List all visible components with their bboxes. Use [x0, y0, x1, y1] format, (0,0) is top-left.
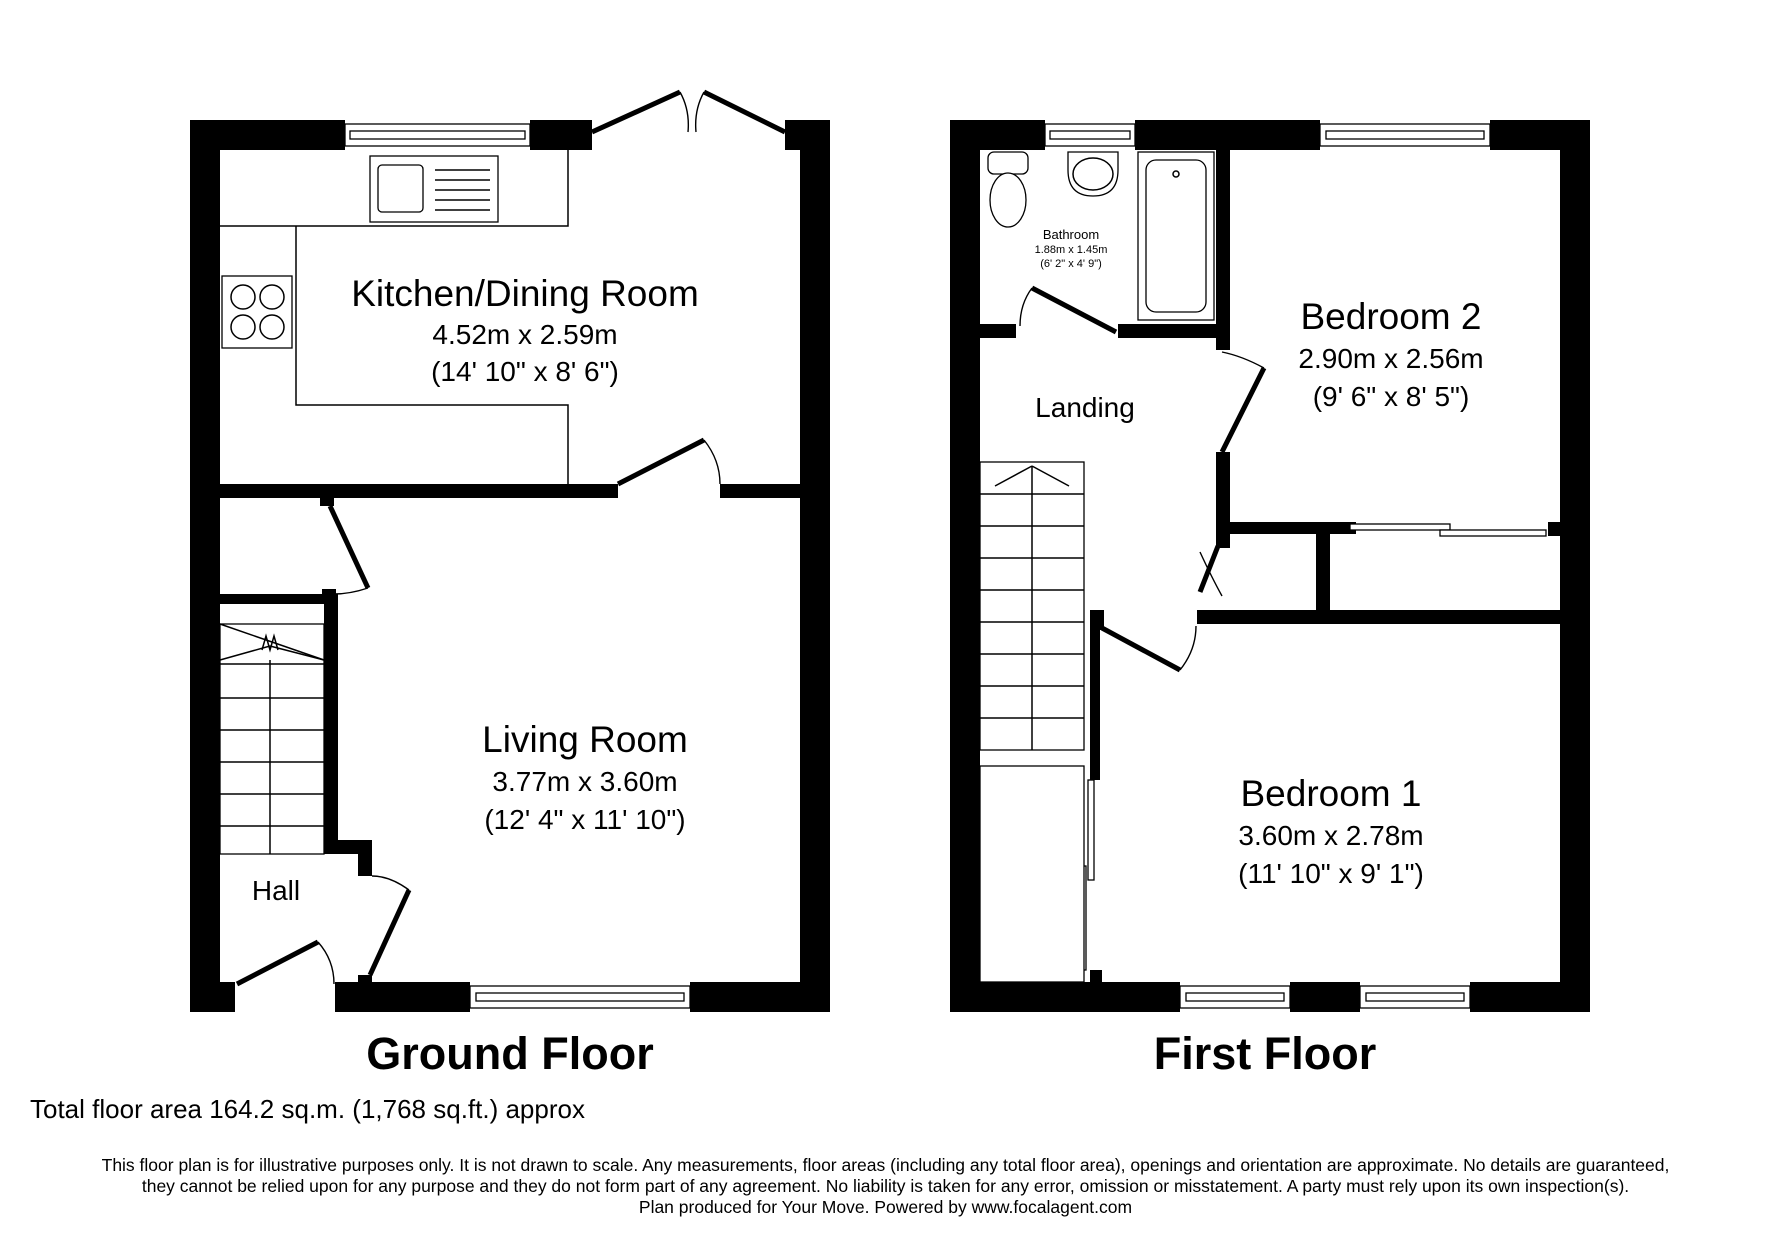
ground-floor-title: Ground Floor — [366, 1028, 654, 1079]
bedroom1-window-right — [1360, 986, 1470, 1008]
bedroom2-metric: 2.90m x 2.56m — [1298, 343, 1484, 374]
kitchen-metric: 4.52m x 2.59m — [432, 319, 618, 350]
disclaimer-line-2: they cannot be relied upon for any purpose and they do not form part of any agreement. No liability is taken for any error, omission or misstatement. A party must rely upon its own inspection(s). — [141, 1176, 1630, 1196]
ground-floor-stairs — [220, 624, 324, 854]
living-room-window — [470, 986, 690, 1008]
living-room-metric: 3.77m x 3.60m — [492, 766, 678, 797]
bedroom1-door — [1102, 626, 1196, 670]
first-floor-plan — [950, 120, 1590, 1012]
kitchen-living-door — [618, 440, 720, 484]
disclaimer-line-3: Plan produced for Your Move. Powered by www.focalagent.com — [638, 1197, 1133, 1217]
living-room-imperial: (12' 4" x 11' 10") — [484, 804, 686, 835]
hob — [222, 276, 292, 348]
bedroom1-imperial: (11' 10" x 9' 1") — [1238, 858, 1424, 889]
bedroom1-window-left — [1180, 986, 1290, 1008]
bathroom-metric: 1.88m x 1.45m — [1034, 244, 1108, 256]
bedroom2-window — [1320, 124, 1490, 146]
cupboard-door — [330, 506, 368, 594]
kitchen-name: Kitchen/Dining Room — [351, 273, 699, 314]
ground-floor-plan — [190, 92, 830, 1012]
first-floor-title: First Floor — [1153, 1028, 1377, 1079]
kitchen-sink — [370, 156, 498, 222]
bathroom-window — [1045, 124, 1135, 146]
bedroom1-metric: 3.60m x 2.78m — [1238, 820, 1424, 851]
basin — [1068, 152, 1118, 196]
disclaimer-line-1: This floor plan is for illustrative purposes only. It is not drawn to scale. Any measurements, floor areas (including any total floor area), openings and orientation are approximate. No details are guaranteed, — [101, 1155, 1670, 1175]
bathroom-imperial: (6' 2" x 4' 9") — [1040, 258, 1102, 270]
bedroom2-name: Bedroom 2 — [1300, 296, 1482, 337]
bathroom-door — [1020, 288, 1116, 332]
kitchen-window — [345, 124, 530, 146]
bathtub — [1138, 152, 1214, 320]
hall-living-door — [370, 876, 409, 975]
front-door — [237, 942, 334, 984]
toilet — [988, 152, 1028, 227]
first-floor-stairs — [980, 462, 1084, 982]
living-room-name: Living Room — [482, 719, 688, 760]
landing-name: Landing — [1035, 392, 1135, 423]
bedroom2-door — [1222, 352, 1264, 452]
bedroom2-imperial: (9' 6" x 8' 5") — [1312, 381, 1470, 412]
disclaimer — [20, 1155, 1751, 1218]
cupboard-door-landing — [1200, 546, 1222, 596]
bedroom1-name: Bedroom 1 — [1240, 773, 1422, 814]
wardrobe-sliding-doors — [1350, 524, 1546, 536]
hall-name: Hall — [251, 875, 301, 906]
french-doors — [592, 92, 785, 132]
bathroom-name: Bathroom — [1042, 227, 1100, 242]
total-floor-area: Total floor area 164.2 sq.m. (1,768 sq.ft.) approx — [30, 1094, 585, 1124]
kitchen-imperial: (14' 10" x 8' 6") — [431, 356, 619, 387]
